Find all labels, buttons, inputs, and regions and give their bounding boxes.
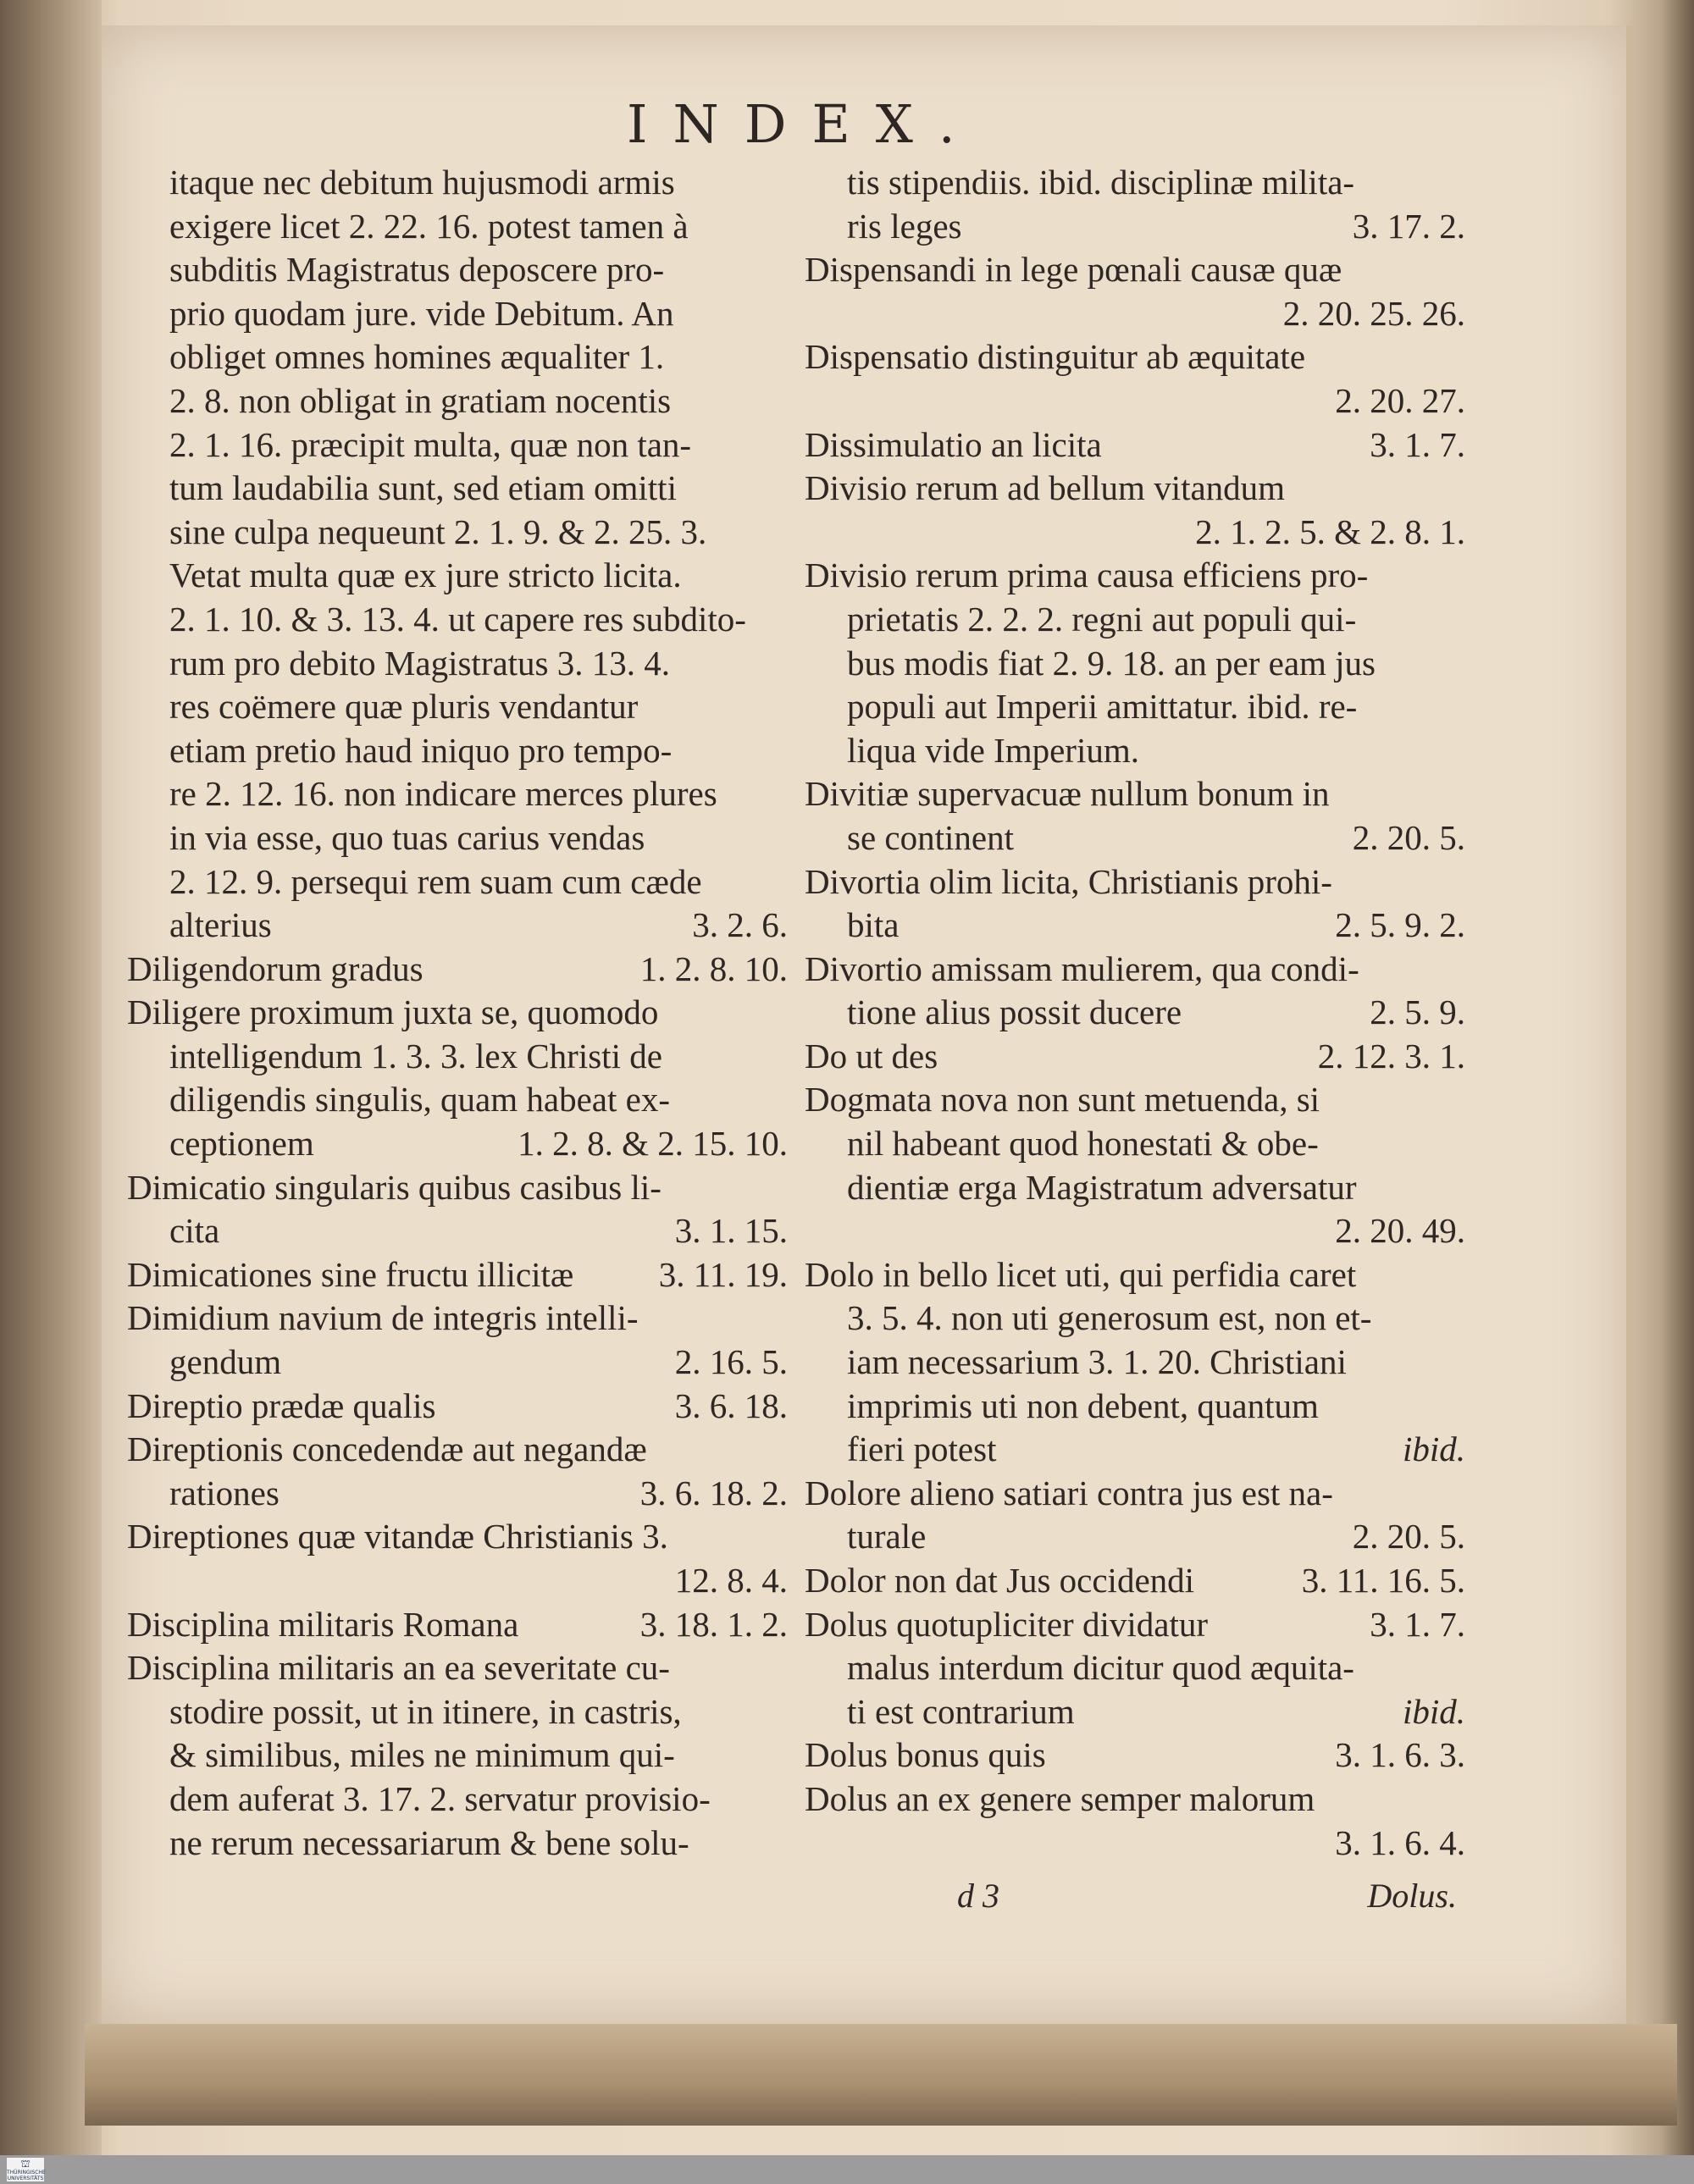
index-line — [127, 511, 788, 555]
index-line-text: Disciplina militaris an ea severitate cu- — [127, 1648, 670, 1688]
signature-mark: d 3 — [957, 1877, 999, 1915]
index-reference: 2. 20. 25. 26. — [1282, 293, 1465, 333]
index-line-text: iam necessarium 3. 1. 20. Christiani — [847, 1342, 1347, 1382]
index-line-text: subditis Magistratus deposcere pro- — [169, 250, 665, 290]
index-line-text: imprimis uti non debent, quantum — [847, 1385, 1319, 1425]
index-line-text: Dolo in bello licet uti, qui perfidia caret — [805, 1254, 1357, 1294]
index-line — [805, 1078, 1465, 1122]
index-line-text: bita — [847, 905, 900, 945]
index-line-text: Direptionis concedendæ aut negandæ — [127, 1429, 647, 1469]
index-reference: 12. 8. 4. — [674, 1561, 788, 1600]
index-line-text: Divisio rerum prima causa efficiens pro- — [805, 556, 1369, 595]
index-reference: 3. 18. 1. 2. — [639, 1604, 788, 1644]
index-reference: 3. 1. 15. — [674, 1211, 788, 1251]
index-line-text: ceptionem — [169, 1124, 314, 1164]
index-reference: 2. 20. 5. — [1352, 817, 1465, 857]
index-line — [805, 205, 1465, 249]
index-line — [127, 379, 788, 423]
index-line-text: turale — [847, 1517, 927, 1556]
index-line-text: Dolus an ex genere semper malorum — [805, 1778, 1315, 1818]
index-line — [805, 1733, 1465, 1778]
index-line — [127, 1778, 788, 1822]
index-line — [127, 816, 788, 860]
index-line — [805, 1646, 1465, 1690]
index-line — [127, 1690, 788, 1734]
index-reference: 2. 1. 2. 5. & 2. 8. 1. — [1195, 511, 1465, 551]
index-reference: 2. 20. 5. — [1352, 1517, 1465, 1556]
index-line-text: ti est contrarium — [847, 1691, 1075, 1731]
index-line — [127, 1603, 788, 1647]
index-line-text: 2. 1. 16. præcipit multa, quæ non tan- — [169, 424, 692, 464]
index-reference: 2. 5. 9. 2. — [1335, 905, 1465, 945]
index-line — [127, 554, 788, 598]
index-line-text: stodire possit, ut in itinere, in castris, — [169, 1691, 682, 1731]
index-line — [127, 1078, 788, 1122]
index-line-text: populi aut Imperii amittatur. ibid. re- — [847, 687, 1358, 727]
index-line-text: Dimicationes sine fructu illicitæ — [127, 1254, 574, 1294]
index-line — [127, 292, 788, 336]
index-line-text: gendum — [169, 1342, 282, 1382]
index-reference: ibid. — [1402, 1429, 1465, 1469]
index-line — [805, 1209, 1465, 1253]
index-reference: 3. 6. 18. 2. — [639, 1473, 788, 1512]
index-line-text: Dolus quotupliciter dividatur — [805, 1604, 1208, 1644]
index-line — [127, 642, 788, 686]
index-line — [127, 685, 788, 729]
index-line-text: fieri potest — [847, 1429, 997, 1469]
left-column — [127, 161, 788, 1865]
index-line-text: dientiæ erga Magistratum adversatur — [847, 1167, 1357, 1207]
index-line — [127, 335, 788, 379]
index-line — [127, 1559, 788, 1603]
index-line — [805, 1472, 1465, 1516]
bottom-page-edge — [85, 2024, 1677, 2126]
index-line — [805, 423, 1465, 467]
index-line-text: ne rerum necessariarum & bene solu- — [169, 1822, 689, 1862]
index-line-text: in via esse, quo tuas carius vendas — [169, 817, 645, 857]
index-line — [805, 335, 1465, 379]
index-line-text: itaque nec debitum hujusmodi armis — [169, 163, 675, 202]
index-line-text: Dolor non dat Jus occidendi — [805, 1561, 1195, 1600]
right-column — [805, 161, 1465, 1865]
index-reference: 2. 20. 49. — [1335, 1211, 1465, 1251]
index-line — [805, 161, 1465, 205]
index-line-text: Dolus bonus quis — [805, 1735, 1046, 1775]
index-line — [127, 1733, 788, 1778]
index-line-text: tum laudabilia sunt, sed etiam omitti — [169, 468, 677, 508]
index-line — [805, 467, 1465, 511]
index-line — [805, 379, 1465, 423]
index-line-text: Diligere proximum juxta se, quomodo — [127, 992, 659, 1032]
index-line — [127, 1515, 788, 1559]
library-logo-icon: ⛫ — [20, 2158, 30, 2170]
index-line-text: Disciplina militaris Romana — [127, 1604, 519, 1644]
index-line — [805, 685, 1465, 729]
index-reference: 3. 1. 6. 3. — [1335, 1735, 1465, 1775]
index-line-text: 2. 8. non obligat in gratiam nocentis — [169, 380, 672, 420]
page-catchwords — [957, 1876, 1457, 1916]
index-line — [127, 1646, 788, 1690]
index-line-text: tis stipendiis. ibid. disciplinæ milita- — [847, 163, 1355, 202]
index-line-text: Dimicatio singularis quibus casibus li- — [127, 1167, 662, 1207]
index-line — [127, 1297, 788, 1341]
index-line — [127, 948, 788, 992]
index-reference: 3. 6. 18. — [674, 1385, 788, 1425]
index-reference: 2. 12. 3. 1. — [1317, 1036, 1465, 1075]
index-line — [805, 292, 1465, 336]
index-line — [127, 248, 788, 292]
index-line — [805, 1515, 1465, 1559]
index-line-text: res coëmere quæ pluris vendantur — [169, 687, 639, 727]
index-line — [805, 554, 1465, 598]
index-line-text: 2. 1. 10. & 3. 13. 4. ut capere res subdito- — [169, 599, 746, 639]
index-line — [127, 1122, 788, 1166]
index-line-text: se continent — [847, 817, 1014, 857]
index-line — [805, 1122, 1465, 1166]
index-line-text: cita — [169, 1211, 220, 1251]
index-reference: 3. 17. 2. — [1352, 206, 1465, 246]
index-line — [805, 1603, 1465, 1647]
index-line — [805, 1385, 1465, 1429]
index-line — [805, 642, 1465, 686]
index-line — [127, 205, 788, 249]
index-line — [805, 948, 1465, 992]
index-line-text: Divisio rerum ad bellum vitandum — [805, 468, 1286, 508]
index-line — [127, 904, 788, 948]
index-line — [805, 816, 1465, 860]
index-reference: 2. 16. 5. — [674, 1342, 788, 1382]
index-line-text: malus interdum dicitur quod æquita- — [847, 1648, 1354, 1688]
index-line-text: Dimidium navium de integris intelli- — [127, 1298, 639, 1338]
index-line-text: rationes — [169, 1473, 280, 1512]
library-logo — [7, 2158, 44, 2181]
index-line — [805, 729, 1465, 773]
index-line-text: exigere licet 2. 22. 16. potest tamen à — [169, 206, 689, 246]
index-line-text: Dispensatio distinguitur ab æquitate — [805, 337, 1306, 377]
index-line-text: Divitiæ supervacuæ nullum bonum in — [805, 774, 1330, 814]
index-line — [127, 1428, 788, 1472]
viewer-footer-bar — [0, 2155, 1694, 2184]
catchword: Dolus. — [1367, 1877, 1457, 1915]
index-line-text: nil habeant quod honestati & obe- — [847, 1124, 1319, 1164]
index-line-text: sine culpa nequeunt 2. 1. 9. & 2. 25. 3. — [169, 511, 707, 551]
index-line — [805, 991, 1465, 1035]
index-line-text: diligendis singulis, quam habeat ex- — [169, 1080, 670, 1120]
index-line-text: etiam pretio haud iniquo pro tempo- — [169, 730, 673, 770]
index-line — [805, 1690, 1465, 1734]
index-line — [127, 1472, 788, 1516]
index-line-text: 3. 5. 4. non uti generosum est, non et- — [847, 1298, 1372, 1338]
index-line-text: alterius — [169, 905, 272, 945]
left-page-edge — [0, 0, 102, 2155]
index-line-text: & similibus, miles ne minimum qui- — [169, 1735, 675, 1775]
index-line — [805, 904, 1465, 948]
page-header: INDEX. — [627, 93, 981, 155]
index-line — [127, 991, 788, 1035]
index-line — [127, 1209, 788, 1253]
index-line — [127, 1253, 788, 1297]
index-line — [805, 1253, 1465, 1297]
index-line-text: Direptio prædæ qualis — [127, 1385, 436, 1425]
index-reference: 3. 1. 7. — [1370, 1604, 1465, 1644]
index-line-text: intelligendum 1. 3. 3. lex Christi de — [169, 1036, 662, 1075]
index-line — [127, 598, 788, 642]
index-line — [127, 467, 788, 511]
index-line-text: ris leges — [847, 206, 962, 246]
index-line-text: Do ut des — [805, 1036, 938, 1075]
index-line-text: prietatis 2. 2. 2. regni aut populi qui- — [847, 599, 1357, 639]
index-line-text: Vetat multa quæ ex jure stricto licita. — [169, 556, 682, 595]
index-line — [805, 511, 1465, 555]
index-reference: 3. 2. 6. — [692, 905, 788, 945]
index-line-text: Diligendorum gradus — [127, 948, 424, 988]
index-line — [127, 423, 788, 467]
index-line — [127, 772, 788, 816]
index-line-text: Dispensandi in lege pœnali causæ quæ — [805, 250, 1342, 290]
index-line-text: Divortio amissam mulierem, qua condi- — [805, 948, 1359, 988]
index-line-text: liqua vide Imperium. — [847, 730, 1139, 770]
library-logo-text: THÜRINGISCHE UNIVERSITÄTS — [7, 2170, 46, 2181]
index-line — [127, 1822, 788, 1866]
index-reference: 1. 2. 8. 10. — [639, 948, 788, 988]
index-line-text: obliget omnes homines æqualiter 1. — [169, 337, 665, 377]
index-line — [805, 1341, 1465, 1385]
index-line-text: Divortia olim licita, Christianis prohi- — [805, 861, 1332, 901]
index-line — [805, 1297, 1465, 1341]
index-line-text: rum pro debito Magistratus 3. 13. 4. — [169, 643, 671, 683]
index-reference: 3. 11. 19. — [658, 1254, 788, 1294]
index-line — [127, 1385, 788, 1429]
index-reference: 2. 20. 27. — [1335, 380, 1465, 420]
index-reference: 3. 11. 16. 5. — [1301, 1561, 1465, 1600]
index-line-text: Dolore alieno satiari contra jus est na- — [805, 1473, 1333, 1512]
index-reference: 2. 5. 9. — [1370, 992, 1465, 1032]
index-reference: ibid. — [1402, 1691, 1465, 1731]
index-reference: 3. 1. 6. 4. — [1335, 1822, 1465, 1862]
index-line — [127, 161, 788, 205]
index-line-text: prio quodam jure. vide Debitum. An — [169, 293, 674, 333]
index-line — [805, 1428, 1465, 1472]
index-line — [805, 1778, 1465, 1822]
index-line-text: dem auferat 3. 17. 2. servatur provisio- — [169, 1778, 711, 1818]
index-line — [127, 1341, 788, 1385]
index-line-text: 2. 12. 9. persequi rem suam cum cæde — [169, 861, 702, 901]
index-line — [805, 1559, 1465, 1603]
index-line-text: Dissimulatio an licita — [805, 424, 1102, 464]
index-line — [805, 772, 1465, 816]
index-line — [805, 1822, 1465, 1866]
index-line-text: re 2. 12. 16. non indicare merces plures — [169, 774, 717, 814]
index-reference: 3. 1. 7. — [1370, 424, 1465, 464]
index-line-text: bus modis fiat 2. 9. 18. an per eam jus — [847, 643, 1376, 683]
index-reference: 1. 2. 8. & 2. 15. 10. — [518, 1124, 788, 1164]
index-line — [805, 1035, 1465, 1079]
index-line — [805, 860, 1465, 904]
index-line — [805, 598, 1465, 642]
index-line — [805, 248, 1465, 292]
index-line — [127, 860, 788, 904]
index-line — [127, 729, 788, 773]
index-line-text: Direptiones quæ vitandæ Christianis 3. — [127, 1517, 668, 1556]
index-line — [127, 1166, 788, 1210]
index-line — [127, 1035, 788, 1079]
index-line-text: tione alius possit ducere — [847, 992, 1182, 1032]
index-line-text: Dogmata nova non sunt metuenda, si — [805, 1080, 1320, 1120]
index-line — [805, 1166, 1465, 1210]
